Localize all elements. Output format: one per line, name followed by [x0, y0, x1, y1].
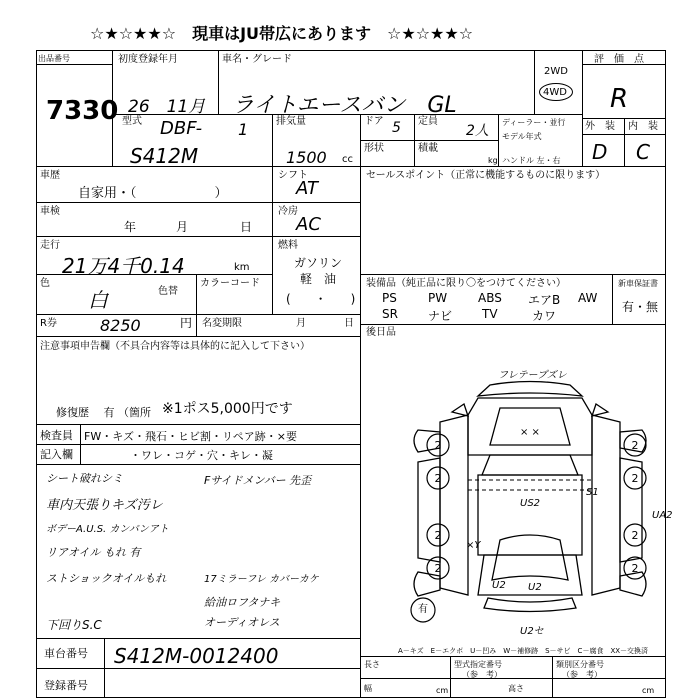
label-shape: 形状	[364, 143, 384, 154]
label-month: 月	[176, 220, 189, 234]
label-r-ticket: R券	[40, 318, 57, 329]
stamp: 有	[418, 604, 428, 615]
label-class-num-ref: （参 考）	[562, 670, 602, 679]
shift-value: AT	[296, 178, 318, 199]
color-value: 白	[88, 288, 108, 312]
equip-airbag: エアB	[528, 293, 561, 307]
note-left-1: シート破れシミ	[46, 472, 123, 485]
label-warranty: 新車保証書	[618, 279, 658, 288]
label-type-num: 型式指定番号	[454, 660, 502, 669]
label-height: 高さ	[508, 684, 524, 693]
label-height-cm: cm	[642, 686, 655, 695]
tire-r2: 2	[631, 472, 639, 485]
label-yen: 円	[180, 316, 193, 330]
label-handle: ハンドル 左・右	[502, 156, 561, 165]
label-interior: 内 装	[628, 121, 658, 132]
label-color-change: 色替	[158, 286, 178, 297]
label-kg: kg	[488, 156, 498, 165]
label-type-num-ref: （参 考）	[462, 670, 502, 679]
chassis-value: S412M-0012400	[114, 644, 279, 668]
label-equipment: 装備品（純正品に限り〇をつけてください）	[366, 278, 566, 289]
label-fuel: 燃料	[278, 240, 298, 251]
label-reg-number: 登録番号	[44, 679, 88, 692]
note-left-6: 下回りS.C	[46, 618, 102, 632]
label-year: 年	[124, 220, 137, 234]
label-capacity: 定員	[418, 116, 438, 127]
label-nc-month: 月	[296, 318, 306, 329]
repair-note: ※1ポス5,000円です	[162, 401, 293, 417]
tire-fr: 2	[631, 439, 639, 452]
fw-line: FW・キズ・飛石・ヒビ割・リペア跡・×要	[84, 430, 297, 443]
label-sales-point: セールスポイント（正常に機能するものに限ります）	[366, 170, 606, 181]
model-code-suffix: 1	[238, 120, 249, 139]
doors-value: 5	[392, 120, 401, 136]
front-xx: × ×	[520, 427, 540, 438]
note-s1: S1	[586, 487, 599, 498]
note-right-2: 17ミラーフレ カバーカケ	[204, 574, 319, 585]
label-length-cm: cm	[436, 686, 449, 695]
note-us2-top: US2	[520, 498, 541, 509]
r-ticket-value: 8250	[100, 316, 141, 335]
ki-line: ・ワレ・コゲ・穴・キレ・凝	[130, 449, 273, 462]
label-history: 車歴	[40, 170, 60, 181]
fuel-diesel: 軽 油	[300, 272, 337, 286]
label-doors: ドア	[364, 116, 384, 127]
label-length: 長さ	[364, 660, 380, 669]
tire-r3: 2	[631, 529, 639, 542]
tire-rr: 2	[631, 562, 639, 575]
label-repair: 修復歴 有 （箇所	[56, 406, 151, 419]
label-nc-day: 日	[344, 318, 354, 329]
history-value: 自家用・（ ）	[78, 186, 228, 201]
note-u2se: U2セ	[520, 626, 544, 637]
note-right-3: 給油ロフタナキ	[204, 596, 281, 609]
equip-abs: ABS	[478, 291, 502, 305]
label-model-year: モデル年式	[502, 132, 542, 141]
label-exterior: 外 装	[585, 121, 615, 132]
label-shuppin: 出品番号	[38, 54, 70, 63]
displacement-unit: cc	[342, 154, 353, 165]
label-rating: 評 価 点	[594, 54, 644, 65]
label-color-code: カラーコード	[200, 278, 260, 289]
label-load: 積載	[418, 143, 438, 154]
displacement-value: 1500	[286, 148, 327, 167]
aircon-value: AC	[296, 214, 321, 235]
label-model: 型式	[122, 116, 142, 127]
fuel-gasoline: ガソリン	[294, 256, 343, 270]
tire-fl: 2	[434, 439, 442, 452]
label-day: 日	[240, 220, 253, 234]
note-left-4: リアオイル もれ 有	[46, 546, 141, 559]
damage-legend: A－キズ E－エクボ U－凹み W－補修跡 S－サビ C－腐食 XX－交換済	[398, 647, 649, 655]
car-name-value: ライトエースバン GL	[232, 93, 457, 118]
note-u2-left: U2	[492, 580, 506, 591]
equip-aw: AW	[578, 291, 598, 305]
equip-sr: SR	[382, 307, 398, 321]
note-xy: ×Y	[466, 540, 481, 551]
label-name-change: 名変期限	[202, 318, 242, 329]
equip-pw: PW	[428, 291, 448, 305]
label-after: 後日品	[366, 327, 396, 338]
exterior-value: D	[592, 140, 608, 164]
front-note: フレテープズレ	[498, 370, 567, 381]
model-code2-value: S412M	[130, 144, 199, 168]
warranty-value: 有・無	[622, 300, 659, 314]
tire-rl: 2	[434, 562, 442, 575]
equip-tv: TV	[482, 307, 498, 321]
label-inspector: 検査員	[40, 429, 73, 442]
interior-value: C	[636, 140, 650, 164]
label-mileage: 走行	[40, 240, 60, 251]
rating-value: R	[610, 84, 629, 114]
note-left-2: 車内天張りキズ汚レ	[46, 498, 163, 513]
label-class-num: 類別区分番号	[556, 660, 604, 669]
model-code-value: DBF-	[160, 118, 203, 139]
tire-l2: 2	[434, 472, 442, 485]
label-km: km	[234, 262, 250, 273]
note-right-1: Fサイドメンバー 先歪	[204, 474, 312, 487]
note-u2-center: U2	[528, 582, 542, 593]
label-aircon: 冷房	[278, 206, 298, 217]
equip-navi: ナビ	[428, 309, 453, 323]
fuel-paren: ( ・ )	[286, 292, 356, 306]
label-shift: シフト	[278, 170, 308, 181]
note-left-3: ボデーA.U.S. カンバンアト	[46, 524, 169, 535]
label-color: 色	[40, 278, 50, 289]
label-dealer: ディーラー・並行	[502, 118, 566, 127]
equip-ps: PS	[382, 291, 397, 305]
label-chassis: 車台番号	[44, 647, 88, 660]
note-ua2: UA2	[652, 510, 673, 521]
drive-4wd: 4WD	[543, 87, 567, 98]
label-recorder: 記入欄	[40, 448, 73, 461]
label-first-reg: 初度登録年月	[118, 54, 178, 65]
banner: ☆★☆★★☆ 現車はJU帯広にあります ☆★☆★★☆	[90, 24, 474, 43]
equip-leather: カワ	[532, 309, 557, 323]
capacity-value: 2人	[466, 123, 489, 139]
label-displacement: 排気量	[276, 116, 306, 127]
label-notice: 注意事項申告欄（不具合内容等は具体的に記入して下さい）	[40, 341, 310, 352]
label-inspection: 車検	[40, 206, 60, 217]
car-diagram	[360, 340, 673, 640]
lot-number: 7330	[46, 96, 119, 126]
mileage-value: 21万4千0.14	[62, 254, 185, 278]
drive-2wd: 2WD	[544, 66, 568, 77]
note-left-5: ストショックオイルもれ	[46, 572, 167, 585]
note-right-4: オーディオレス	[204, 616, 280, 629]
first-reg-value: 26 11月	[128, 97, 206, 117]
label-car-name: 車名・グレード	[222, 54, 292, 65]
label-width: 幅	[364, 684, 372, 693]
tire-l3: 2	[434, 529, 442, 542]
